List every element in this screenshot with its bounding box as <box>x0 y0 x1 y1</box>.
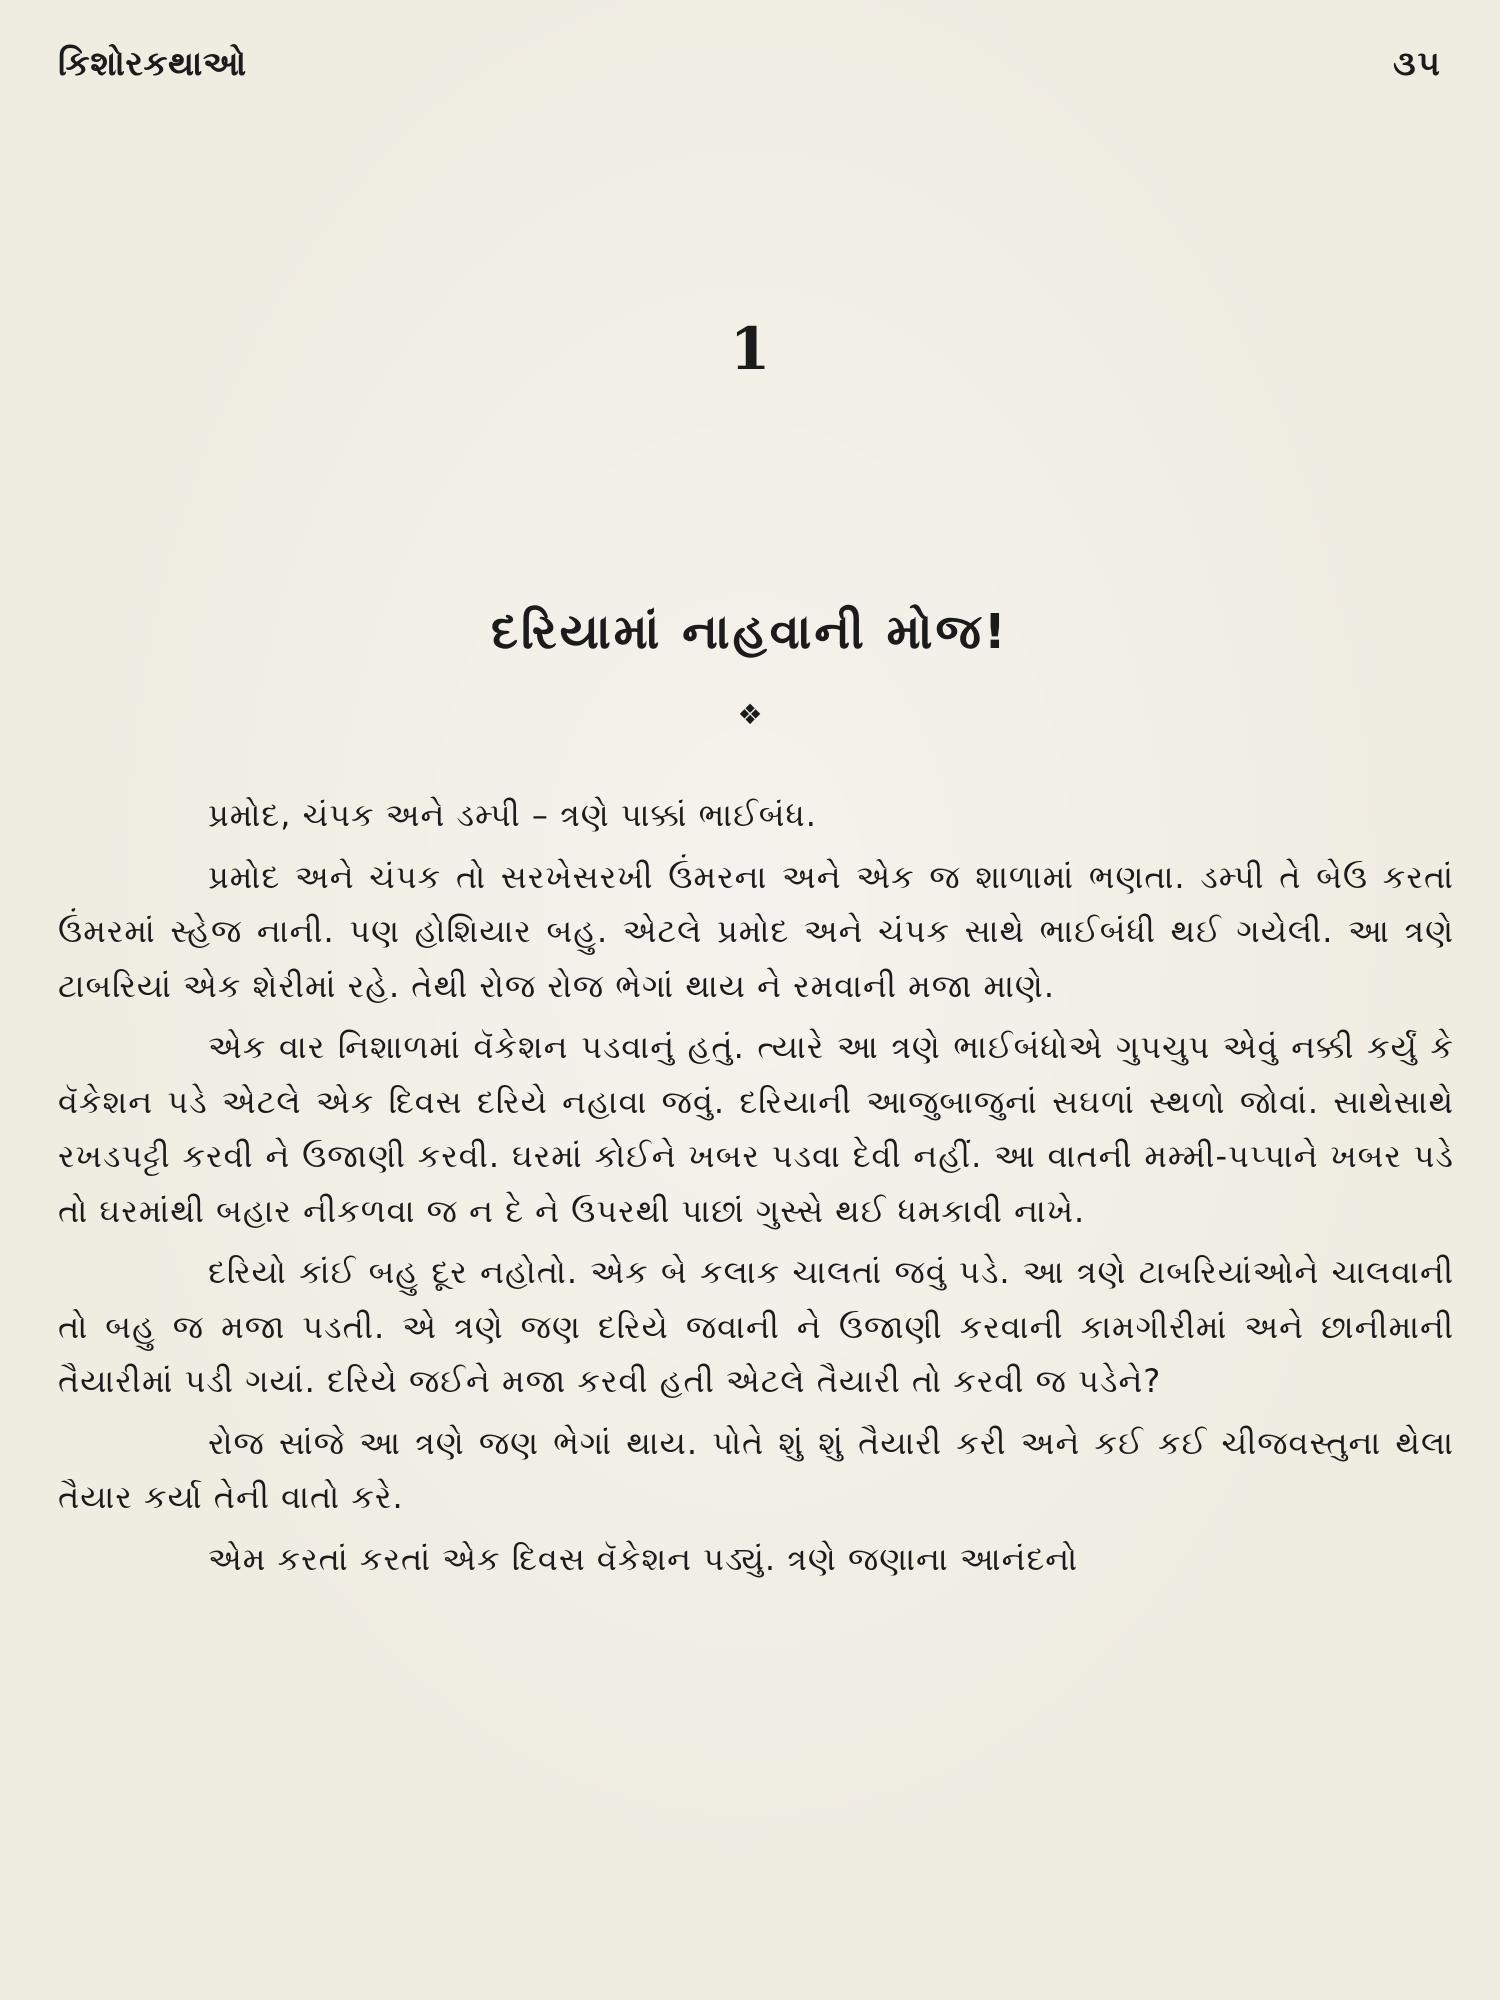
running-header <box>58 44 1442 94</box>
chapter-number: 1 <box>729 315 771 383</box>
paragraph: દરિયો કાંઈ બહુ દૂર નહોતો. એક બે કલાક ચાલતાં જવું પડે. આ ત્રણે ટાબરિયાંઓને ચાલવાની તો બહુ જ મજા પડતી. એ ત્રણે જણ દરિયે જવાની ને ઉજાણી કરવાની કામગીરીમાં અને છાનીમાની તૈયારીમાં પડી ગયાં. દરિયે જઈને મજા કરવી હતી એટલે તૈયારી તો કરવી જ પડેને? <box>58 1253 1454 1400</box>
paragraph: પ્રમોદ અને ચંપક તો સરખેસરખી ઉંમરના અને એક જ શાળામાં ભણતા. ડમ્પી તે બેઉ કરતાં ઉંમરમાં સ્હેજ નાની. પણ હોશિયાર બહુ. એટલે પ્રમોદ અને ચંપક સાથે ભાઈબંધી થઈ ગયેલી. આ ત્રણે ટાબરિયાં એક શેરીમાં રહે. તેથી રોજ રોજ ભેગાં થાય ને રમવાની મજા માણે. <box>58 857 1454 1005</box>
paragraph: એક વાર નિશાળમાં વૅકેશન પડવાનું હતું. ત્યારે આ ત્રણે ભાઈબંધોએ ગુપચુપ એવું નક્કી કર્યું કે વૅકેશન પડે એટલે એક દિવસ દરિયે નહાવા જવું. દરિયાની આજુબાજુનાં સઘળાં સ્થળો જોવાં. સાથેસાથે રખડપટ્ટી કરવી ને ઉજાણી કરવી. ઘરમાં કોઈને ખબર પડવા દેવી નહીં. આ વાતની મમ્મી-પપ્પાને ખબર પડે તો ઘરમાંથી બહાર નીકળવા જ ન દે ને ઉપરથી પાછાં ગુસ્સે થઈ ધમકાવી નાખે. <box>58 1028 1454 1230</box>
ornament-icon: ❖ <box>737 698 763 731</box>
page-number: ૩૫ <box>1393 44 1442 84</box>
chapter-title: દરિયામાં નાહવાની મોજ! <box>491 604 1009 660</box>
paragraph: પ્રમોદ, ચંપક અને ડમ્પી – ત્રણે પાક્કાં ભાઈબંધ. <box>208 796 817 834</box>
story-body <box>58 788 1454 1593</box>
paragraph: એમ કરતાં કરતાં એક દિવસ વૅકેશન પડ્યું. ત્રણે જણાના આનંદનો <box>208 1539 1079 1578</box>
paragraph: રોજ સાંજે આ ત્રણે જણ ભેગાં થાય. પોતે શું શું તૈયારી કરી અને કઈ કઈ ચીજવસ્તુના થેલા તૈયાર કર્યા તેની વાતો કરે. <box>58 1423 1454 1516</box>
book-title: કિશોરકથાઓ <box>58 44 247 84</box>
